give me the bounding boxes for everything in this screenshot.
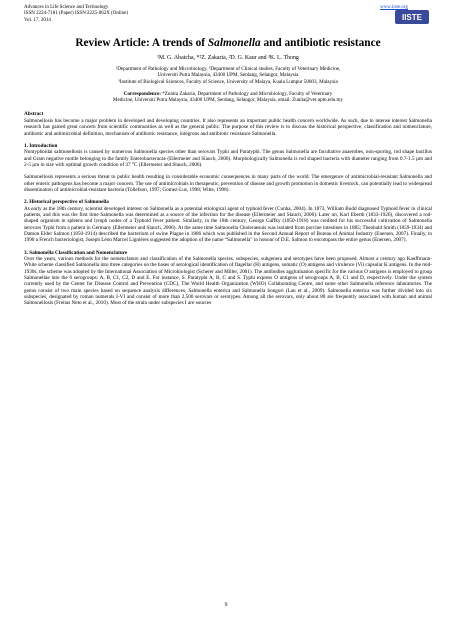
abstract-text: Salmonellosis has become a major problem in developed and developing countries. It also represents an important public health concern worldwide. As such, due to intense interest Salmonella research has gained great concern from scientific communities as well as the general public. The purpose of this review is to discuss the historical perspective, classification and nomenclature, antibiotic and antimicrobial definition, mechanism of antibiotic resistance, integrons and antibiotic resistance Salmonella. bbox=[24, 117, 432, 137]
journal-header bbox=[24, 5, 432, 24]
iiste-logo bbox=[395, 10, 429, 24]
paragraph: As early as the 18th century, scientist developed interest on Salmonella as a potential etiological agent of typhoid fever (Cunha, 2004). In 1873, William Budd diagnosed Typhoid fever in clinical patients, and this was the first time Salmonella was determined as a source of the infection for the disease (Ellermeier and Slauch, 2006). Later on, Karl Eberth (1833-1926), discovered a rod-shaped organism in spleens and lymph nodes of a Typhoid fever patient. Similarly, in the 18th century, George Gaffky (1850-1918) was credited for his successful cultivation of Salmonella serovars Typhi from a patient in Germany (Ellermeier and Slauch, 2006). At the same time Salmonella Choleraesuis was isolated from porcine intestines in 1885; Theobald Smith (1859-1934) and Damon Elder Salmon (1850-1914) described the bacterium of swine Plague in 1886 which was published in the Second Annual Report of Bureau of Animal Industry (Enersen, 2007). Finally, in 1990 a French bacteriologist, Joseph Léon Marcel Lignières suggested the adoption of the name “Salmonella” in honour of D.E. Salmon to encompass the entire genus (Enersen, 2007). bbox=[24, 205, 432, 244]
paragraph: Over the years, various methods for the nomenclature and classification of the Salmonella species, subspecies, subgenera and serotypes have been proposed. Almost a century ago Kauffmann-White scheme classified Salmonella into three categories on the bases of serological identification of flagellar (H) antigens, somatic (O) antigens and virulence (Vi) capsular K antigens. In the mid-1930s, the scheme was adopted by the International Association of Microbiologist (Scherer and Miller, 2001). The antibodies agglutination specific for the various O antigens is employed to group Salmonellae into the 6 serogroups: A, B, C1, C2, D and E. For instance, S. Paratyphi A, B, C and S. Typhi express O antigens of serogroups A, B, C1 and D, respectively. Under the system currently used by the Center for Disease Control and Prevention (CDC), The World Health Organization (WHO) Collaborating Centre, and some other Salmonella reference laboratories. The genus consist of two main species based on sequence analysis differences, Salmonella enterica and Salmonella bongori (Lan et al., 2009). Salmonella enterica was further divided into six subspecies, designated by roman numerals I-VI and consist of more than 2,500 serovars or serotypes. Among all the serovars, only about 80 are frequently associated with human and animal Salmonellosis (Freitas Neto et al., 2010). Most of the strain under subspecies I are sources bbox=[24, 256, 432, 307]
affiliations: ¹Department of Pathology and Microbiology, ²Department of Clinical studies, Faculty of Veterinary Medicine, Universiti Putra Malaysia, 43400 UPM, Serdang, Selangor, Malaysia ³Institute of Biological Sciences, Faculty of Science, University of Malaya, Kuala Lumpur 50603, Malaysia bbox=[115, 66, 341, 85]
history-section bbox=[24, 199, 432, 243]
section-heading-introduction: 1. Introduction bbox=[24, 142, 58, 149]
section-heading-history: 2. Historical perspective of Salmonella bbox=[24, 199, 109, 206]
paragraph: Nontyphoidal salmonellosis is caused by numerous Salmonella species other than serovars Typhi and Paratyphi. The genus Salmonella are facultative anaerobes, non-sporing, rod shape bacillus and Gram negative motile belonging to the family Enterobacteracae (Ellermeier and Slauch, 2006). Morphologically Salmonella is rod shaped bacteria with diameter ranging from 0.7-1.5 µm and 2-5 µm in size with optimal growth condition of 37 °C (Ellermeier and Slauch, 2006). bbox=[24, 149, 432, 168]
abstract-section bbox=[24, 111, 432, 136]
classification-section bbox=[24, 250, 432, 307]
introduction-section bbox=[24, 143, 432, 193]
paper-title: Review Article: A trends of Salmonella and antibiotic resistance bbox=[75, 37, 381, 49]
page-number: 9 bbox=[224, 602, 228, 608]
section-heading-classification: 3. Salmonella Classification and Nomenclature bbox=[24, 249, 128, 256]
volume: Vol. 17, 2014 bbox=[24, 17, 51, 23]
journal-name: Advances in Life Science and Technology bbox=[24, 5, 109, 10]
abstract-heading: Abstract bbox=[24, 111, 44, 118]
correspondence: Correspondence: *Zunita Zakaria, Department of Pathology and Microbiology, Faculty of Veterinary Medicine, Universiti Putra Malaysia, 43400 UPM, Serdang, Selangor, Malaysia, email: Zunita@vet.upm.edu.my bbox=[112, 90, 344, 104]
issn: ISSN 2224-7181 (Paper) ISSN 2225-062X (Online) bbox=[24, 11, 129, 17]
journal-url-link[interactable]: www.iiste.org bbox=[380, 5, 408, 10]
logo-text: IISTE bbox=[401, 13, 423, 23]
authors: ¹M. G. Abatcha, *²Z. Zakaria, ²D. G. Kaur and ³K. L. Thong bbox=[157, 55, 299, 61]
paragraph: Salmonellosis represents a serious threat to public health resulting in considerable economic consequences in many parts of the world. The emergence of antimicrobial-resistant Salmonella and other enteric pathogens has become a major concern. The use of antimicrobials in therapeutic, prevention of disease and growth promotion in domestic livestock, can potentially lead to widespread dissemination of antimicrobial-resistant bacteria (Tollefson, 1997; Gomez-Lus, 1998; Witte, 1998). bbox=[24, 174, 432, 193]
